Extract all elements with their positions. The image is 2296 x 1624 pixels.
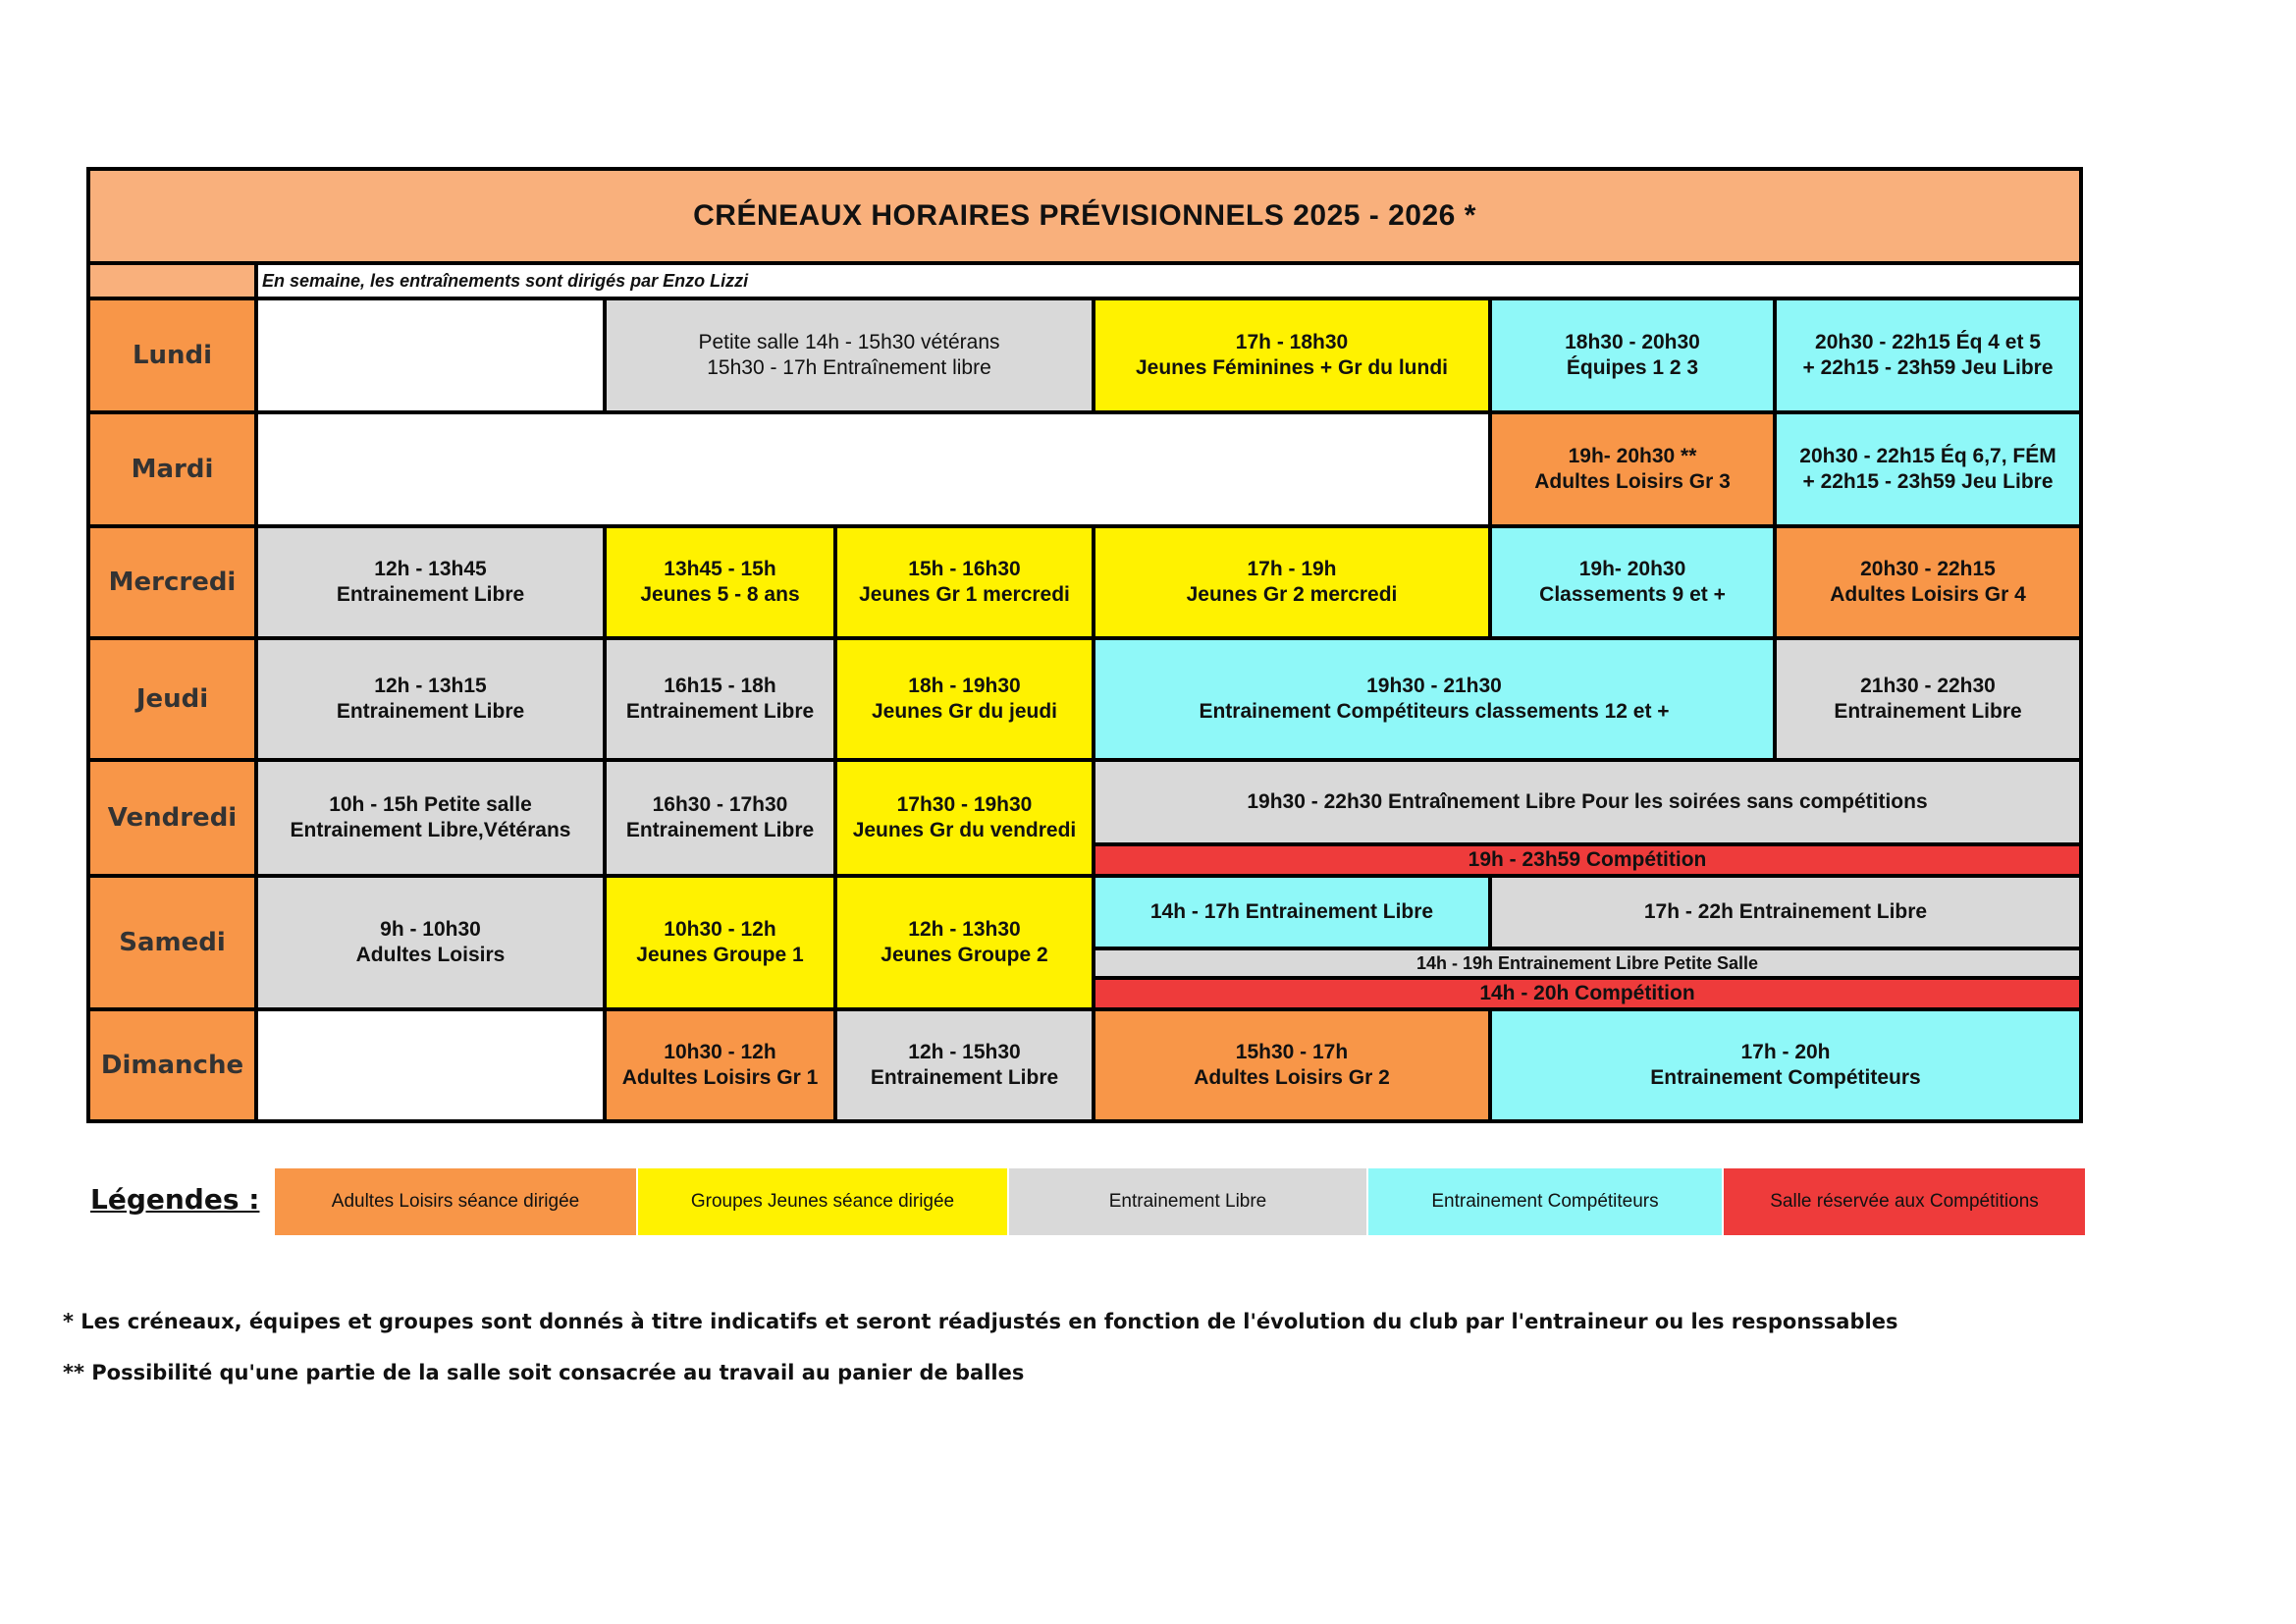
- slot-vendredi-3: 17h30 - 19h30 Jeunes Gr du vendredi: [835, 760, 1094, 876]
- legend-groupes-jeunes: Groupes Jeunes séance dirigée: [638, 1168, 1007, 1235]
- slot-empty: [256, 1009, 605, 1121]
- slot-mercredi-3: 15h - 16h30 Jeunes Gr 1 mercredi: [835, 526, 1094, 638]
- slot-samedi-6: 14h - 19h Entrainement Libre Petite Salle: [1094, 948, 2081, 978]
- footnote-2: ** Possibilité qu'une partie de la salle soit consacrée au travail au panier de balles: [63, 1361, 1025, 1384]
- slot-dimanche-3: 15h30 - 17h Adultes Loisirs Gr 2: [1094, 1009, 1490, 1121]
- slot-lundi-1: Petite salle 14h - 15h30 vétérans 15h30 - 17h Entraînement libre: [605, 298, 1094, 412]
- legend-entrainement-competiteurs: Entrainement Compétiteurs: [1368, 1168, 1722, 1235]
- day-samedi: Samedi: [88, 876, 256, 1009]
- day-vendredi: Vendredi: [88, 760, 256, 876]
- slot-empty: [256, 412, 1490, 526]
- day-lundi: Lundi: [88, 298, 256, 412]
- slot-mardi-1: 19h- 20h30 ** Adultes Loisirs Gr 3: [1490, 412, 1775, 526]
- day-mercredi: Mercredi: [88, 526, 256, 638]
- slot-mercredi-5: 19h- 20h30 Classements 9 et +: [1490, 526, 1775, 638]
- slot-dimanche-1: 10h30 - 12h Adultes Loisirs Gr 1: [605, 1009, 835, 1121]
- slot-vendredi-2: 16h30 - 17h30 Entrainement Libre: [605, 760, 835, 876]
- legend-label: Légendes :: [90, 1183, 260, 1216]
- slot-mardi-2: 20h30 - 22h15 Éq 6,7, FÉM + 22h15 - 23h59 Jeu Libre: [1775, 412, 2081, 526]
- slot-samedi-1: 9h - 10h30 Adultes Loisirs: [256, 876, 605, 1009]
- day-jeudi: Jeudi: [88, 638, 256, 760]
- slot-jeudi-5: 21h30 - 22h30 Entrainement Libre: [1775, 638, 2081, 760]
- slot-mercredi-1: 12h - 13h45 Entrainement Libre: [256, 526, 605, 638]
- slot-jeudi-2: 16h15 - 18h Entrainement Libre: [605, 638, 835, 760]
- slot-dimanche-2: 12h - 15h30 Entrainement Libre: [835, 1009, 1094, 1121]
- note-spacer: [88, 263, 256, 298]
- slot-mercredi-2: 13h45 - 15h Jeunes 5 - 8 ans: [605, 526, 835, 638]
- slot-samedi-3: 12h - 13h30 Jeunes Groupe 2: [835, 876, 1094, 1009]
- slot-empty: [256, 298, 605, 412]
- slot-vendredi-1: 10h - 15h Petite salle Entrainement Libre,Vétérans: [256, 760, 605, 876]
- slot-dimanche-4: 17h - 20h Entrainement Compétiteurs: [1490, 1009, 2081, 1121]
- slot-samedi-4: 14h - 17h Entrainement Libre: [1094, 876, 1490, 948]
- slot-vendredi-5: 19h - 23h59 Compétition: [1094, 844, 2081, 876]
- slot-samedi-7: 14h - 20h Compétition: [1094, 978, 2081, 1009]
- legend-salle-competitions: Salle réservée aux Compétitions: [1724, 1168, 2085, 1235]
- day-dimanche: Dimanche: [88, 1009, 256, 1121]
- legend-entrainement-libre: Entrainement Libre: [1009, 1168, 1366, 1235]
- slot-lundi-2: 17h - 18h30 Jeunes Féminines + Gr du lundi: [1094, 298, 1490, 412]
- slot-samedi-2: 10h30 - 12h Jeunes Groupe 1: [605, 876, 835, 1009]
- slot-jeudi-4: 19h30 - 21h30 Entrainement Compétiteurs classements 12 et +: [1094, 638, 1775, 760]
- table-title: CRÉNEAUX HORAIRES PRÉVISIONNELS 2025 - 2026 *: [88, 169, 2081, 263]
- slot-mercredi-4: 17h - 19h Jeunes Gr 2 mercredi: [1094, 526, 1490, 638]
- slot-mercredi-6: 20h30 - 22h15 Adultes Loisirs Gr 4: [1775, 526, 2081, 638]
- footnote-1: * Les créneaux, équipes et groupes sont donnés à titre indicatifs et seront réadjustés en fonction de l'évolution du club par l'entraineur ou les responssables: [63, 1310, 1898, 1333]
- slot-vendredi-4: 19h30 - 22h30 Entraînement Libre Pour les soirées sans compétitions: [1094, 760, 2081, 844]
- slot-jeudi-1: 12h - 13h15 Entrainement Libre: [256, 638, 605, 760]
- slot-lundi-4: 20h30 - 22h15 Éq 4 et 5 + 22h15 - 23h59 Jeu Libre: [1775, 298, 2081, 412]
- coach-note: En semaine, les entraînements sont dirigés par Enzo Lizzi: [256, 263, 2081, 298]
- slot-samedi-5: 17h - 22h Entrainement Libre: [1490, 876, 2081, 948]
- slot-jeudi-3: 18h - 19h30 Jeunes Gr du jeudi: [835, 638, 1094, 760]
- legend-adultes-loisirs: Adultes Loisirs séance dirigée: [275, 1168, 636, 1235]
- day-mardi: Mardi: [88, 412, 256, 526]
- slot-lundi-3: 18h30 - 20h30 Équipes 1 2 3: [1490, 298, 1775, 412]
